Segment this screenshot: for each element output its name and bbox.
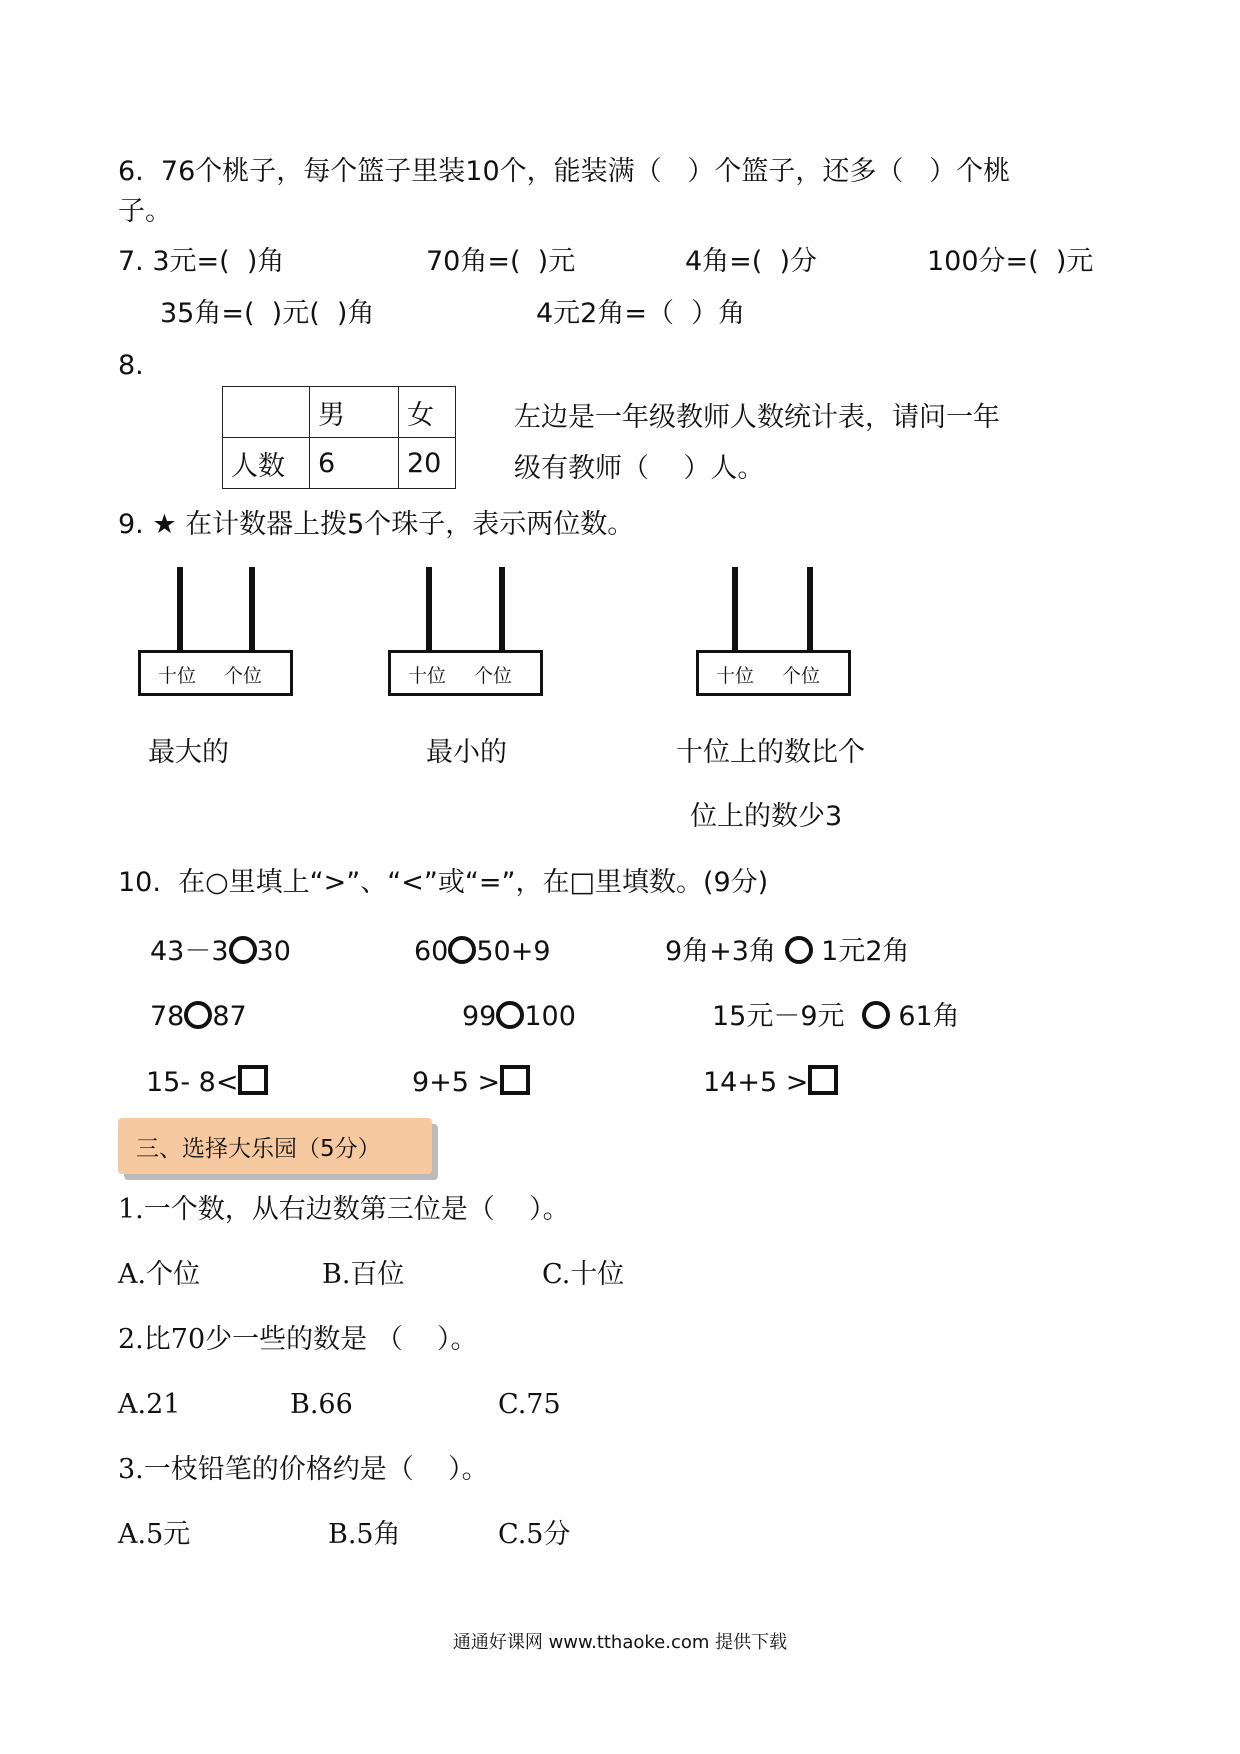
compare-right: 1元2角 — [821, 936, 910, 967]
choice-q2-option-b[interactable]: B.66 — [290, 1389, 353, 1420]
compare-left: 9角+3角 — [665, 936, 776, 967]
compare-item — [665, 935, 910, 969]
q8-number: 8. — [118, 350, 144, 381]
compare-left: 15元－9元 — [712, 1001, 845, 1032]
compare-circle-blank[interactable] — [448, 936, 476, 964]
abacus-3 — [696, 567, 851, 687]
abacus-label-tens: 十位 — [716, 665, 755, 687]
abacus-rod-tens — [426, 567, 432, 652]
compare-right: 30 — [256, 936, 291, 967]
choice-q3: 3.一枝铅笔的价格约是（ ）。 — [118, 1454, 489, 1485]
compare-right: 100 — [524, 1001, 576, 1032]
section-badge — [118, 1118, 432, 1174]
abacus-1 — [138, 567, 293, 687]
fill-item — [412, 1065, 530, 1100]
choice-q3-option-b[interactable]: B.5角 — [328, 1519, 401, 1550]
choice-q3-option-a[interactable]: A.5元 — [118, 1519, 191, 1550]
compare-item — [712, 1000, 960, 1034]
q7-item-a: 7. 3元=( )角 — [118, 246, 285, 277]
abacus-rod-ones — [249, 567, 255, 652]
abacus-2 — [388, 567, 543, 687]
choice-q2: 2.比70少一些的数是 （ ）。 — [118, 1324, 478, 1355]
abacus-label-tens: 十位 — [408, 665, 447, 687]
q9-caption-largest: 最大的 — [148, 737, 229, 768]
table-header-male: 男 — [310, 387, 399, 438]
choice-q1-option-c[interactable]: C.十位 — [542, 1259, 625, 1290]
q9-caption-condition-1: 十位上的数比个 — [676, 737, 865, 768]
q7-item-b: 70角=( )元 — [426, 246, 576, 277]
fill-item — [146, 1065, 268, 1100]
fill-item — [703, 1065, 838, 1100]
table-header-female: 女 — [399, 387, 456, 438]
compare-left: 78 — [150, 1001, 185, 1032]
q7-item-c: 4角=( )分 — [685, 246, 818, 277]
compare-right: 50+9 — [476, 936, 551, 967]
teacher-count-table — [222, 386, 456, 489]
compare-right: 61角 — [898, 1001, 960, 1032]
section-title: 三、选择大乐园（5分） — [136, 1136, 381, 1162]
q7-item-d: 100分=( )元 — [927, 246, 1094, 277]
fill-box-blank[interactable] — [500, 1065, 530, 1095]
choice-q2-option-a[interactable]: A.21 — [118, 1389, 181, 1420]
compare-circle-blank[interactable] — [785, 936, 813, 964]
fill-expression: 9+5 > — [412, 1067, 501, 1098]
q8-text-2: 级有教师（ ）人。 — [514, 453, 765, 484]
q7-item-f: 4元2角=（ ）角 — [536, 298, 746, 329]
table-cell-female: 20 — [399, 438, 456, 489]
table-header-blank — [223, 387, 310, 438]
abacus-label-ones: 个位 — [474, 665, 513, 687]
footer-text: 通通好课网 www.tthaoke.com 提供下载 — [452, 1632, 788, 1653]
q9-title: 9. ★ 在计数器上拨5个珠子，表示两位数。 — [118, 509, 635, 540]
table-row-label: 人数 — [223, 438, 310, 489]
compare-left: 99 — [462, 1001, 497, 1032]
abacus-label-ones: 个位 — [782, 665, 821, 687]
q9-caption-smallest: 最小的 — [426, 737, 507, 768]
choice-q2-option-c[interactable]: C.75 — [498, 1389, 561, 1420]
compare-item — [414, 935, 551, 969]
fill-box-blank[interactable] — [808, 1065, 838, 1095]
abacus-label-tens: 十位 — [158, 665, 197, 687]
q7-item-e: 35角=( )元( )角 — [160, 298, 375, 329]
choice-q3-option-c[interactable]: C.5分 — [498, 1519, 571, 1550]
compare-circle-blank[interactable] — [184, 1001, 212, 1029]
compare-item — [150, 935, 291, 969]
compare-item — [462, 1000, 576, 1034]
abacus-label-ones: 个位 — [224, 665, 263, 687]
compare-circle-blank[interactable] — [862, 1001, 890, 1029]
abacus-rod-tens — [732, 567, 738, 652]
abacus-rod-tens — [177, 567, 183, 652]
table-cell-male: 6 — [310, 438, 399, 489]
q10-title: 10. 在○里填上“>”、“<”或“=”，在□里填数。(9分) — [118, 867, 769, 898]
compare-item — [150, 1000, 247, 1034]
fill-box-blank[interactable] — [238, 1065, 268, 1095]
choice-q1-option-a[interactable]: A.个位 — [118, 1259, 201, 1290]
compare-left: 43－3 — [150, 936, 229, 967]
q8-text-1: 左边是一年级教师人数统计表，请问一年 — [514, 402, 1000, 433]
compare-circle-blank[interactable] — [229, 936, 257, 964]
compare-right: 87 — [212, 1001, 247, 1032]
q6-line1: 6. 76个桃子，每个篮子里装10个，能装满（ ）个篮子，还多（ ）个桃 — [118, 156, 1011, 187]
choice-q1: 1.一个数，从右边数第三位是（ ）。 — [118, 1194, 570, 1225]
fill-expression: 15- 8< — [146, 1067, 239, 1098]
abacus-rod-ones — [807, 567, 813, 652]
abacus-rod-ones — [499, 567, 505, 652]
choice-q1-option-b[interactable]: B.百位 — [322, 1259, 405, 1290]
compare-left: 60 — [414, 936, 449, 967]
q6-line2: 子。 — [118, 196, 172, 227]
q9-caption-condition-2: 位上的数少3 — [690, 801, 843, 832]
fill-expression: 14+5 > — [703, 1067, 809, 1098]
compare-circle-blank[interactable] — [496, 1001, 524, 1029]
